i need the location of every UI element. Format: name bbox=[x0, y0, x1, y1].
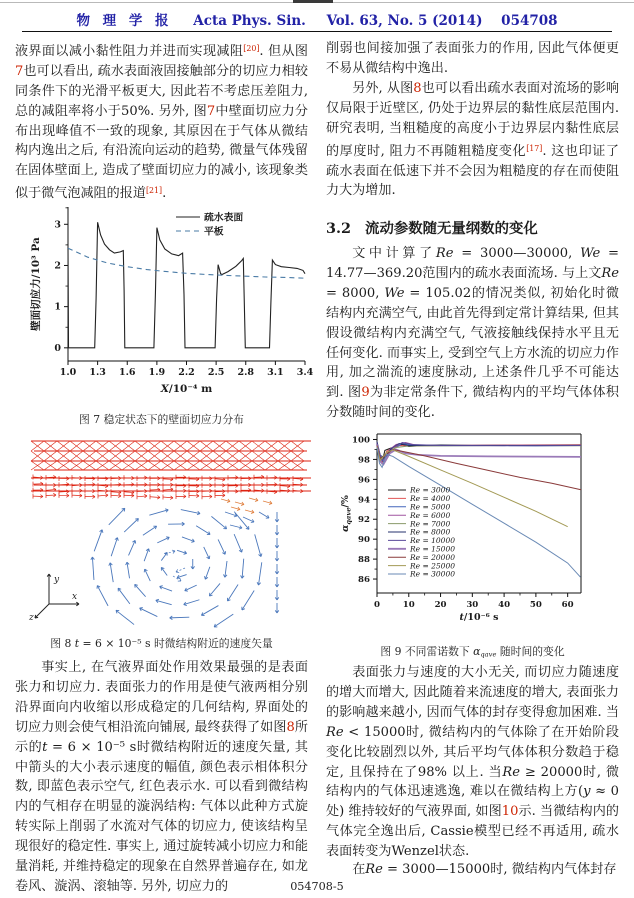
svg-text:3.1: 3.1 bbox=[267, 367, 284, 378]
svg-text:1.0: 1.0 bbox=[59, 367, 77, 378]
svg-text:0: 0 bbox=[374, 600, 380, 610]
journal-title-zh: 物 理 学 报 bbox=[76, 13, 173, 29]
svg-text:X/10⁻⁴ m: X/10⁻⁴ m bbox=[160, 383, 213, 395]
article-number: 054708 bbox=[501, 13, 558, 29]
svg-text:Re = 3000: Re = 3000 bbox=[410, 485, 451, 495]
svg-text:Re = 30000: Re = 30000 bbox=[410, 569, 455, 579]
section-number: 3.2 bbox=[326, 220, 352, 237]
svg-text:平板: 平板 bbox=[204, 226, 224, 238]
svg-text:z: z bbox=[29, 613, 34, 623]
svg-text:0: 0 bbox=[54, 342, 61, 354]
svg-text:1.9: 1.9 bbox=[148, 367, 166, 378]
svg-text:Re = 8000: Re = 8000 bbox=[410, 527, 451, 537]
svg-text:Re = 10000: Re = 10000 bbox=[410, 536, 455, 546]
svg-text:Re = 4000: Re = 4000 bbox=[410, 494, 451, 504]
svg-text:30: 30 bbox=[466, 600, 479, 610]
figure8-vector-plot bbox=[25, 436, 317, 630]
svg-text:疏水表面: 疏水表面 bbox=[204, 212, 244, 224]
svg-text:1: 1 bbox=[54, 301, 61, 313]
svg-text:60: 60 bbox=[561, 600, 574, 610]
svg-text:50: 50 bbox=[529, 600, 542, 610]
paragraph-gas-escape: 表面张力与速度的大小无关, 而切应力随速度的增大而增大, 因此随着来流速度的增大, 表面张力的影响越来越小, 因而气体的封存变得愈加困难. 当Re < 15000时, 微结构内的气体除了在开始阶段变化比较剧烈以外, 其后平均气体体积分数趋于稳定, 且保持在了98% 以上. 当Re ≥ 20000时, 微结构内的气体迅速逃逸, 难以在微结构上方(y ≈ 0处) 维持较好的气液界面, 如图10示. 当微结构内的气体完全逸出后, Cassie模型已经不再适用, 疏水表面转变为Wenzel状态. bbox=[326, 665, 619, 860]
figure9-chart bbox=[336, 428, 621, 640]
figure7-chart bbox=[28, 203, 315, 413]
paragraph-surface-tension: 事实上, 在气液界面处作用效果最强的是表面张力和切应力. 表面张力的作用是使气液两相分别沿界面向内收缩以形成稳定的几何结构, 界面处的切应力则会使气相沿流向铺展, 最终获得了如图8所示的t = 6 × 10⁻⁵ s时微结构附近的速度矢量, 其中箭头的大小表示速度的幅值, 颜色表示相体积分数, 即蓝色表示空气, 红色表示水. 可以看到微结构内的气相存在明显的漩涡结构: 气体以此种方式旋转实际上削弱了水流对气体的切应力, 使该结构呈现很好的稳定性. 事实上, 通过旋转减小切应力和能量消耗, 并维持稳定的现象在自然界普遍存在, 如龙卷风、漩涡、滚轴等. 另外, 切应力的 bbox=[15, 660, 309, 894]
svg-text:40: 40 bbox=[498, 600, 511, 610]
paragraph-drag-reduction: 液界面以减小黏性阻力并进而实现减阻[20]. 但从图7也可以看出, 疏水表面液固接触部分的切应力相较同条件下的光滑平板更大, 因此若不考虑压差阻力, 总的减阻率将小于50%. 另外, 图7中壁面切应力分布出现峰值不一致的现象, 其原因在于气体从微结构内逸出之后, 有沿流向运动的趋势, 微量气体残留在固体壁面上, 造成了壁面切应力的减小, 该现象类似于微气泡减阻的报道[21]. bbox=[15, 43, 309, 202]
svg-text:86: 86 bbox=[358, 575, 370, 586]
page-footer: 054708-5 bbox=[290, 880, 344, 893]
svg-text:αqave/%: $\alpha_{qave}/\%$ bbox=[340, 495, 353, 532]
svg-text:94: 94 bbox=[358, 495, 370, 506]
svg-text:1.3: 1.3 bbox=[89, 367, 106, 378]
svg-text:96: 96 bbox=[358, 475, 370, 486]
svg-text:88: 88 bbox=[358, 555, 370, 566]
top-mark bbox=[293, 0, 333, 3]
figure8-caption: 图 8 t = 6 × 10⁻⁵ s 时微结构附近的速度矢量 bbox=[50, 637, 273, 650]
svg-text:2.8: 2.8 bbox=[237, 367, 255, 378]
svg-text:2.2: 2.2 bbox=[178, 367, 195, 378]
svg-text:Re = 20000: Re = 20000 bbox=[410, 552, 455, 562]
figure7-caption: 图 7 稳定状态下的壁面切应力分布 bbox=[79, 413, 244, 426]
svg-text:y: y bbox=[54, 575, 60, 585]
paragraph-flow-parameters: 文中计算了Re = 3000—30000, We = 14.77—369.20范围内的疏水表面流场. 与上文Re = 8000, We = 105.02的情况类似, 初始化时微结构内充满空气, 由此首先得到定常计算结果, 但其假设微结构内充满空气, 气液接触线保持水平且无任何变化. 而事实上, 受到空气上方水流的切应力作用, 加之湍流的速度脉动, 上述条件几乎不可能达到. 图9为非定常条件下, 微结构内的平均气体体积分数随时间的变化. bbox=[326, 246, 620, 421]
paragraph-boundary-layer: 另外, 从图8也可以看出疏水表面对流场的影响仅局限于近壁区, 仍处于边界层的黏性底层范围内. 研究表明, 当粗糙度的高度小于边界层内黏性底层的厚度时, 阻力不再随粗糙度变化[17]. 这也印证了疏水表面在低速下并不会因为粗糙度的存在而使阻力大为增加. bbox=[326, 81, 620, 199]
svg-text:20: 20 bbox=[434, 600, 447, 610]
section-title: 流动参数随无量纲数的变化 bbox=[365, 220, 538, 237]
paragraph-continuation: 削弱也间接加强了表面张力的作用, 因此气体便更不易从微结构中逸出. bbox=[326, 41, 619, 76]
svg-text:Re = 5000: Re = 5000 bbox=[410, 502, 451, 512]
journal-title-en: Acta Phys. Sin. bbox=[193, 13, 306, 29]
paragraph-last-line: 在Re = 3000—15000时, 微结构内气体封存 bbox=[352, 862, 617, 877]
svg-text:壁面切应力/10³ Pa: 壁面切应力/10³ Pa bbox=[30, 237, 42, 331]
section-heading-3-2 bbox=[326, 217, 619, 238]
svg-text:90: 90 bbox=[358, 535, 370, 546]
svg-text:t/10⁻⁶ s: t/10⁻⁶ s bbox=[459, 612, 499, 623]
svg-text:92: 92 bbox=[358, 515, 370, 526]
svg-text:Re = 7000: Re = 7000 bbox=[410, 519, 451, 529]
svg-text:2: 2 bbox=[54, 260, 61, 272]
svg-text:100: 100 bbox=[352, 435, 370, 446]
svg-text:Re = 25000: Re = 25000 bbox=[410, 561, 455, 571]
svg-text:3.4: 3.4 bbox=[296, 367, 314, 378]
svg-text:3: 3 bbox=[54, 219, 61, 231]
journal-volume: Vol. 63, No. 5 (2014) bbox=[326, 13, 483, 29]
svg-text:Re = 15000: Re = 15000 bbox=[410, 544, 455, 554]
header-rule bbox=[22, 31, 612, 32]
figure9-caption: 图 9 不同雷诺数下 αqave 随时间的变化 bbox=[380, 645, 565, 659]
svg-text:2.5: 2.5 bbox=[207, 367, 225, 378]
svg-text:1.6: 1.6 bbox=[118, 367, 136, 378]
svg-text:98: 98 bbox=[358, 455, 370, 466]
svg-text:Re = 6000: Re = 6000 bbox=[410, 510, 451, 520]
svg-text:x: x bbox=[72, 592, 78, 602]
journal-header bbox=[0, 9, 634, 29]
svg-text:10: 10 bbox=[402, 600, 415, 610]
